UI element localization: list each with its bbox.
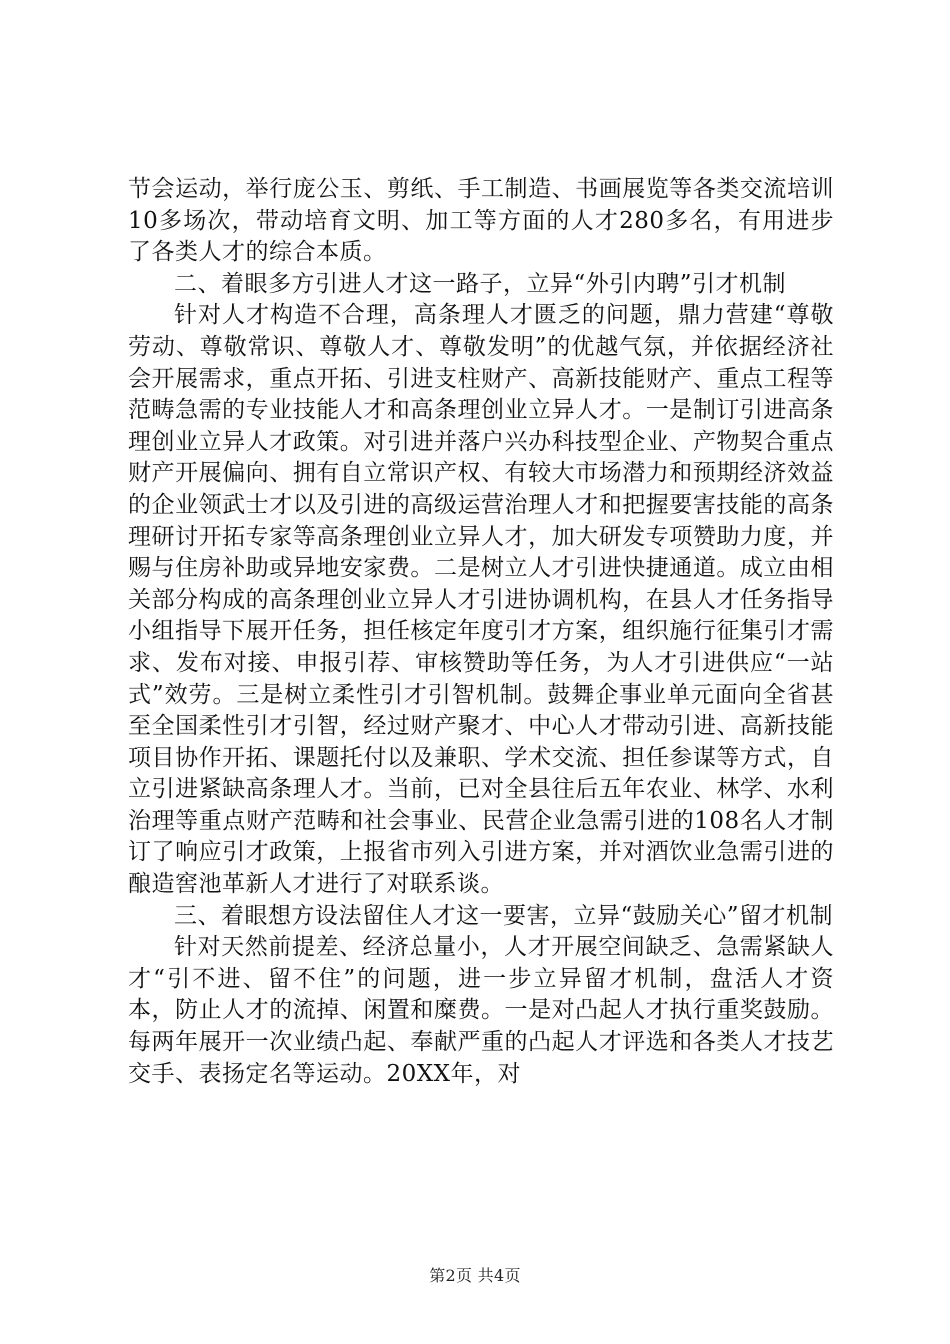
section-heading-3: 三、着眼想方设法留住人才这一要害，立异“鼓励关心”留才机制: [174, 902, 834, 929]
section-heading-2: 二、着眼多方引进人才这一路子，立异“外引内聘”引才机制: [174, 270, 787, 297]
page-number-label: 第2页 共4页: [429, 1266, 521, 1285]
page-footer: [0, 1266, 950, 1286]
paragraph-talent-introduction: 针对人才构造不合理，高条理人才匮乏的问题，鼎力营建“尊敬劳动、尊敬常识、尊敬人才、尊敬发明”的优越气氛，并依据经济社会开展需求，重点开拓、引进支柱财产、高新技能财产、重点工程等范畴急需的专业技能人才和高条理创业立异人才。一是制订引进高条理创业立异人才政策。对引进并落户兴办科技型企业、产物契合重点财产开展偏向、拥有自立常识产权、有较大市场潜力和预期经济效益的企业领武士才以及引进的高级运营治理人才和把握要害技能的高条理研讨开拓专家等高条理创业立异人才，加大研发专项赞助力度，并赐与住房补助或异地安家费。二是树立人才引进快捷通道。成立由相关部分构成的高条理创业立异人才引进协调机构，在县人才任务指导小组指导下展开任务，担任核定年度引才方案，组织施行征集引才需求、发布对接、申报引荐、审核赞助等任务，为人才引进供应“一站式”效劳。三是树立柔性引才引智机制。鼓舞企事业单元面向全省甚至全国柔性引才引智，经过财产聚才、中心人才带动引进、高新技能项目协作开拓、课题托付以及兼职、学术交流、担任参谋等方式，自立引进紧缺高条理人才。当前，已对全县往后五年农业、林学、水利治理等重点财产范畴和社会事业、民营企业急需引进的108名人才制订了响应引才政策，上报省市列入引进方案，并对酒饮业急需引进的酿造窖池革新人才进行了对联系谈。: [128, 302, 834, 898]
document-body: [128, 174, 834, 1090]
paragraph-continued: 节会运动，举行庞公玉、剪纸、手工制造、书画展览等各类交流培训10多场次，带动培育文明、加工等方面的人才280多名，有用进步了各类人才的综合本质。: [128, 176, 834, 266]
paragraph-talent-retention: 针对天然前提差、经济总量小，人才开展空间缺乏、急需紧缺人才“引不进、留不住”的问题，进一步立异留才机制，盘活人才资本，防止人才的流掉、闲置和糜费。一是对凸起人才执行重奖鼓励。每两年展开一次业绩凸起、奉献严重的凸起人才评选和各类人才技艺交手、表扬定名等运动。20XX年，对: [128, 934, 834, 1087]
